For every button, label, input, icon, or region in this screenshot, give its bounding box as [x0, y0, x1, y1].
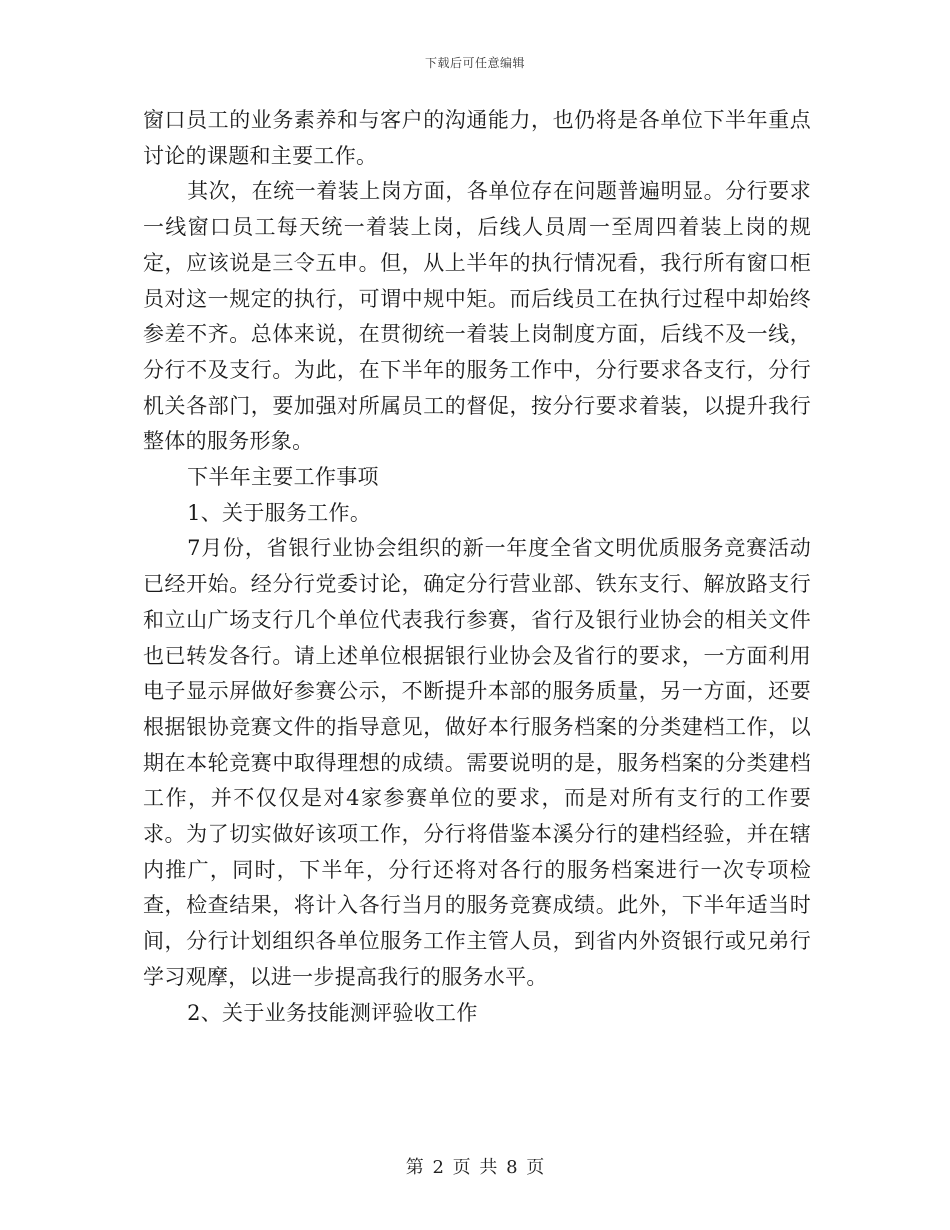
subheading-skill-assessment: 2、关于业务技能测评验收工作 — [187, 1000, 478, 1025]
section-heading-work-items: 下半年主要工作事项 — [187, 465, 379, 490]
paragraph-service-competition: 7月份，省银行业协会组织的新一年度全省文明优质服务竞赛活动已经开始。经分行党委讨论，确定分行营业部、铁东支行、解放路支行和立山广场支行几个单位代表我行参赛，省行及银行业协会的相关文件也已转发各行。请上述单位根据银行业协会及省行的要求，一方面利用电子显示屏做好参赛公示，不断提升本部的服务质量，另一方面，还要根据银协竞赛文件的指导意见，做好本行服务档案的分类建档工作，以期在本轮竞赛中取得理想的成绩。需要说明的是，服务档案的分类建档工作，并不仅仅是对4家参赛单位的要求，而是对所有支行的工作要求。为了切实做好该项工作，分行将借鉴本溪分行的建档经验，并在辖内推广，同时，下半年，分行还将对各行的服务档案进行一次专项检查，检查结果，将计入各行当月的服务竞赛成绩。此外，下半年适当时间，分行计划组织各单位服务工作主管人员，到省内外资银行或兄弟行学习观摩，以进一步提高我行的服务水平。 — [143, 536, 811, 989]
subheading-service-work: 1、关于服务工作。 — [187, 500, 372, 525]
page-header: 下载后可任意编辑 — [424, 56, 525, 70]
paragraph-uniform-dress: 其次，在统一着装上岗方面，各单位存在问题普遍明显。分行要求一线窗口员工每天统一着装上岗，后线人员周一至周四着装上岗的规定，应该说是三令五申。但，从上半年的执行情况看，我行所有窗口柜员对这一规定的执行，可谓中规中矩。而后线员工在执行过程中却始终参差不齐。总体来说，在贯彻统一着装上岗制度方面，后线不及一线，分行不及支行。为此，在下半年的服务工作中，分行要求各支行，分行机关各部门，要加强对所属员工的督促，按分行要求着装，以提升我行整体的服务形象。 — [143, 179, 811, 454]
paragraph-continuation: 窗口员工的业务素养和与客户的沟通能力，也仍将是各单位下半年重点讨论的课题和主要工作。 — [143, 108, 811, 168]
document-body — [143, 103, 811, 1031]
page-number: 第 2 页 共 8 页 — [405, 1157, 545, 1178]
